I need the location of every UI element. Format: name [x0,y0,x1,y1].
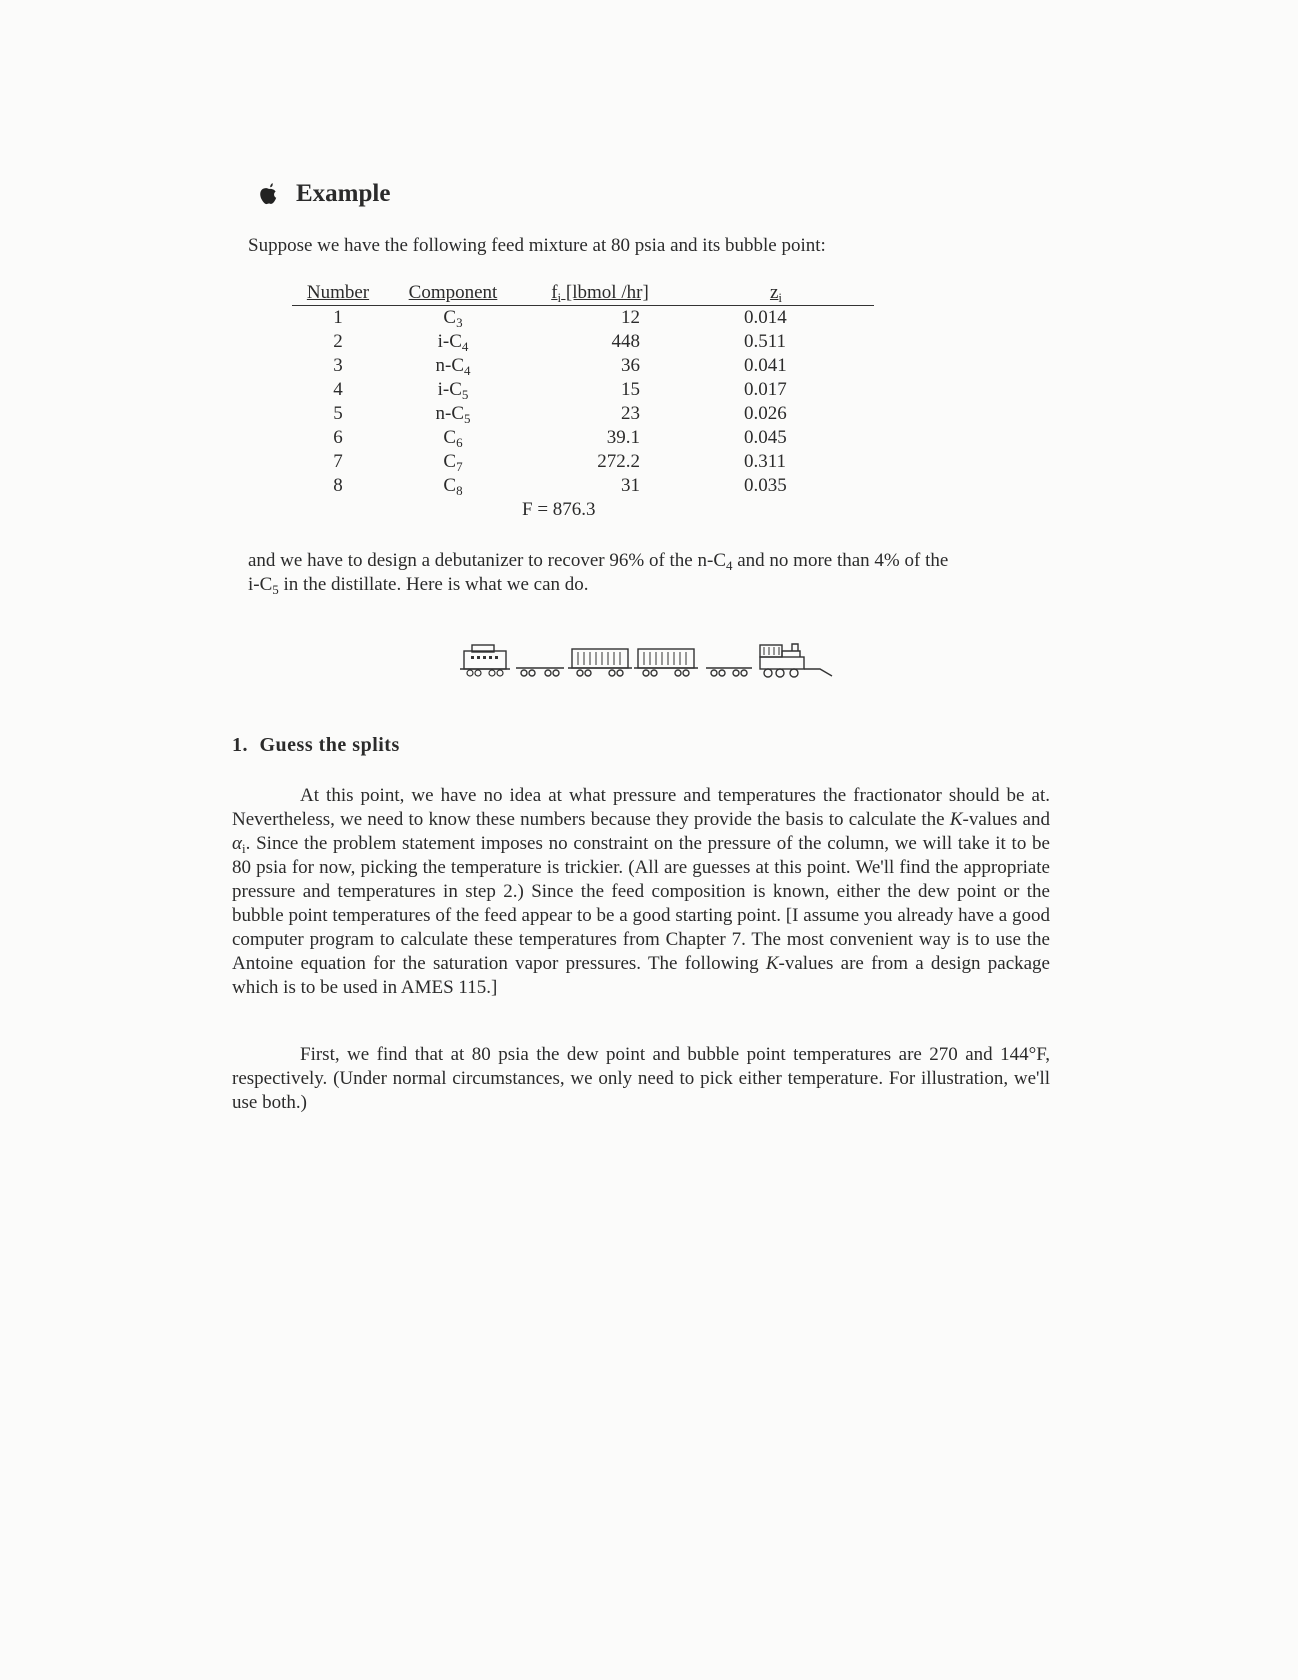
table-row [292,330,874,354]
cell-component: $i-C_4$ [437,331,469,354]
cell-flow: 31 [621,475,640,496]
cell-flow: 36 [621,355,640,376]
section-heading [232,734,400,757]
cell-mole-fraction: 0.045 [744,427,787,448]
cell-mole-fraction: 0.041 [744,355,787,376]
section-number: 1. [232,734,248,756]
cell-number: 1 [333,307,343,328]
cell-number: 8 [333,475,343,496]
table-header-row [292,281,874,306]
intro-sentence: Suppose we have the following feed mixture at 80 psia and its bubble point: [248,235,826,256]
cell-flow: 272.2 [597,451,640,472]
apple-icon [258,182,280,206]
cell-mole-fraction: 0.035 [744,475,787,496]
total-flow: F = 876.3 [522,499,596,520]
table-row [292,426,874,450]
design-goal-paragraph: and we have to design a debutanizer to recover 96% of the $n-C_4$ and no more than 4% of the $i-C_5$ in the distillate. Here is what we can do. [248,550,949,597]
example-heading [258,180,390,208]
cell-flow: 39.1 [606,427,640,448]
cell-number: 6 [333,427,343,448]
table-row [292,354,874,378]
cell-number: 2 [333,331,343,352]
cell-mole-fraction: 0.017 [744,379,787,400]
cell-number: 7 [333,451,343,472]
cell-component: $n-C_4$ [435,355,471,378]
cell-component: $C_6$ [443,427,463,450]
header-flow: $f_i$ [lbmol /hr] [522,281,678,306]
paragraph-guess-splits: At this point, we have no idea at what pressure and temperatures the fractionator should be at. Nevertheless, we need to know these numbers because they provide the basis to calculate the K-values and $\alpha_i$. Since the problem statement imposes no constraint on the pressure of the column, we will take it to be 80 psia for now, picking the temperature is trickier. (All are guesses at this point. We'll find the appropriate pressure and temperatures in step 2.) Since the feed composition is known, either the dew point or the bubble point temperatures of the feed appear to be a good starting point. [I assume you already have a good computer program to calculate these temperatures from Chapter 7. The most convenient way is to use the Antoine equation for the saturation vapor pressures. The following K-values are from a design package which is to be used in AMES 115.] [232,785,1050,998]
cell-component: $C_8$ [443,475,463,498]
cell-component: $n-C_5$ [435,403,471,426]
section-title-text: Guess the splits [259,734,400,756]
header-mole-fraction: $z_i$ [678,281,874,306]
cell-component: $i-C_5$ [437,379,469,402]
cell-flow: 15 [621,379,640,400]
cell-mole-fraction: 0.311 [744,451,787,472]
table-row [292,378,874,402]
table-total-row [292,498,874,522]
table-row [292,450,874,474]
header-component: Component [384,281,522,306]
table-row [292,402,874,426]
cell-component: $C_3$ [443,307,463,330]
cell-flow: 12 [621,307,640,328]
cell-number: 3 [333,355,343,376]
table-row [292,306,874,331]
cell-mole-fraction: 0.026 [744,403,787,424]
cell-flow: 23 [621,403,640,424]
cell-flow: 448 [611,331,640,352]
cell-mole-fraction: 0.014 [744,307,787,328]
train-divider-icon [460,643,840,679]
table-row [292,474,874,498]
heading-text: Example [296,180,391,207]
paragraph-dew-bubble-point: First, we find that at 80 psia the dew point and bubble point temperatures are 270 and 144°F, respectively. (Under normal circumstances, we only need to pick either temperature. For illustration, we'll use both.) [232,1044,1050,1113]
feed-mixture-table [292,281,874,522]
cell-number: 4 [333,379,343,400]
cell-mole-fraction: 0.511 [744,331,787,352]
cell-number: 5 [333,403,343,424]
cell-component: $C_7$ [443,451,463,474]
header-number: Number [292,281,384,306]
